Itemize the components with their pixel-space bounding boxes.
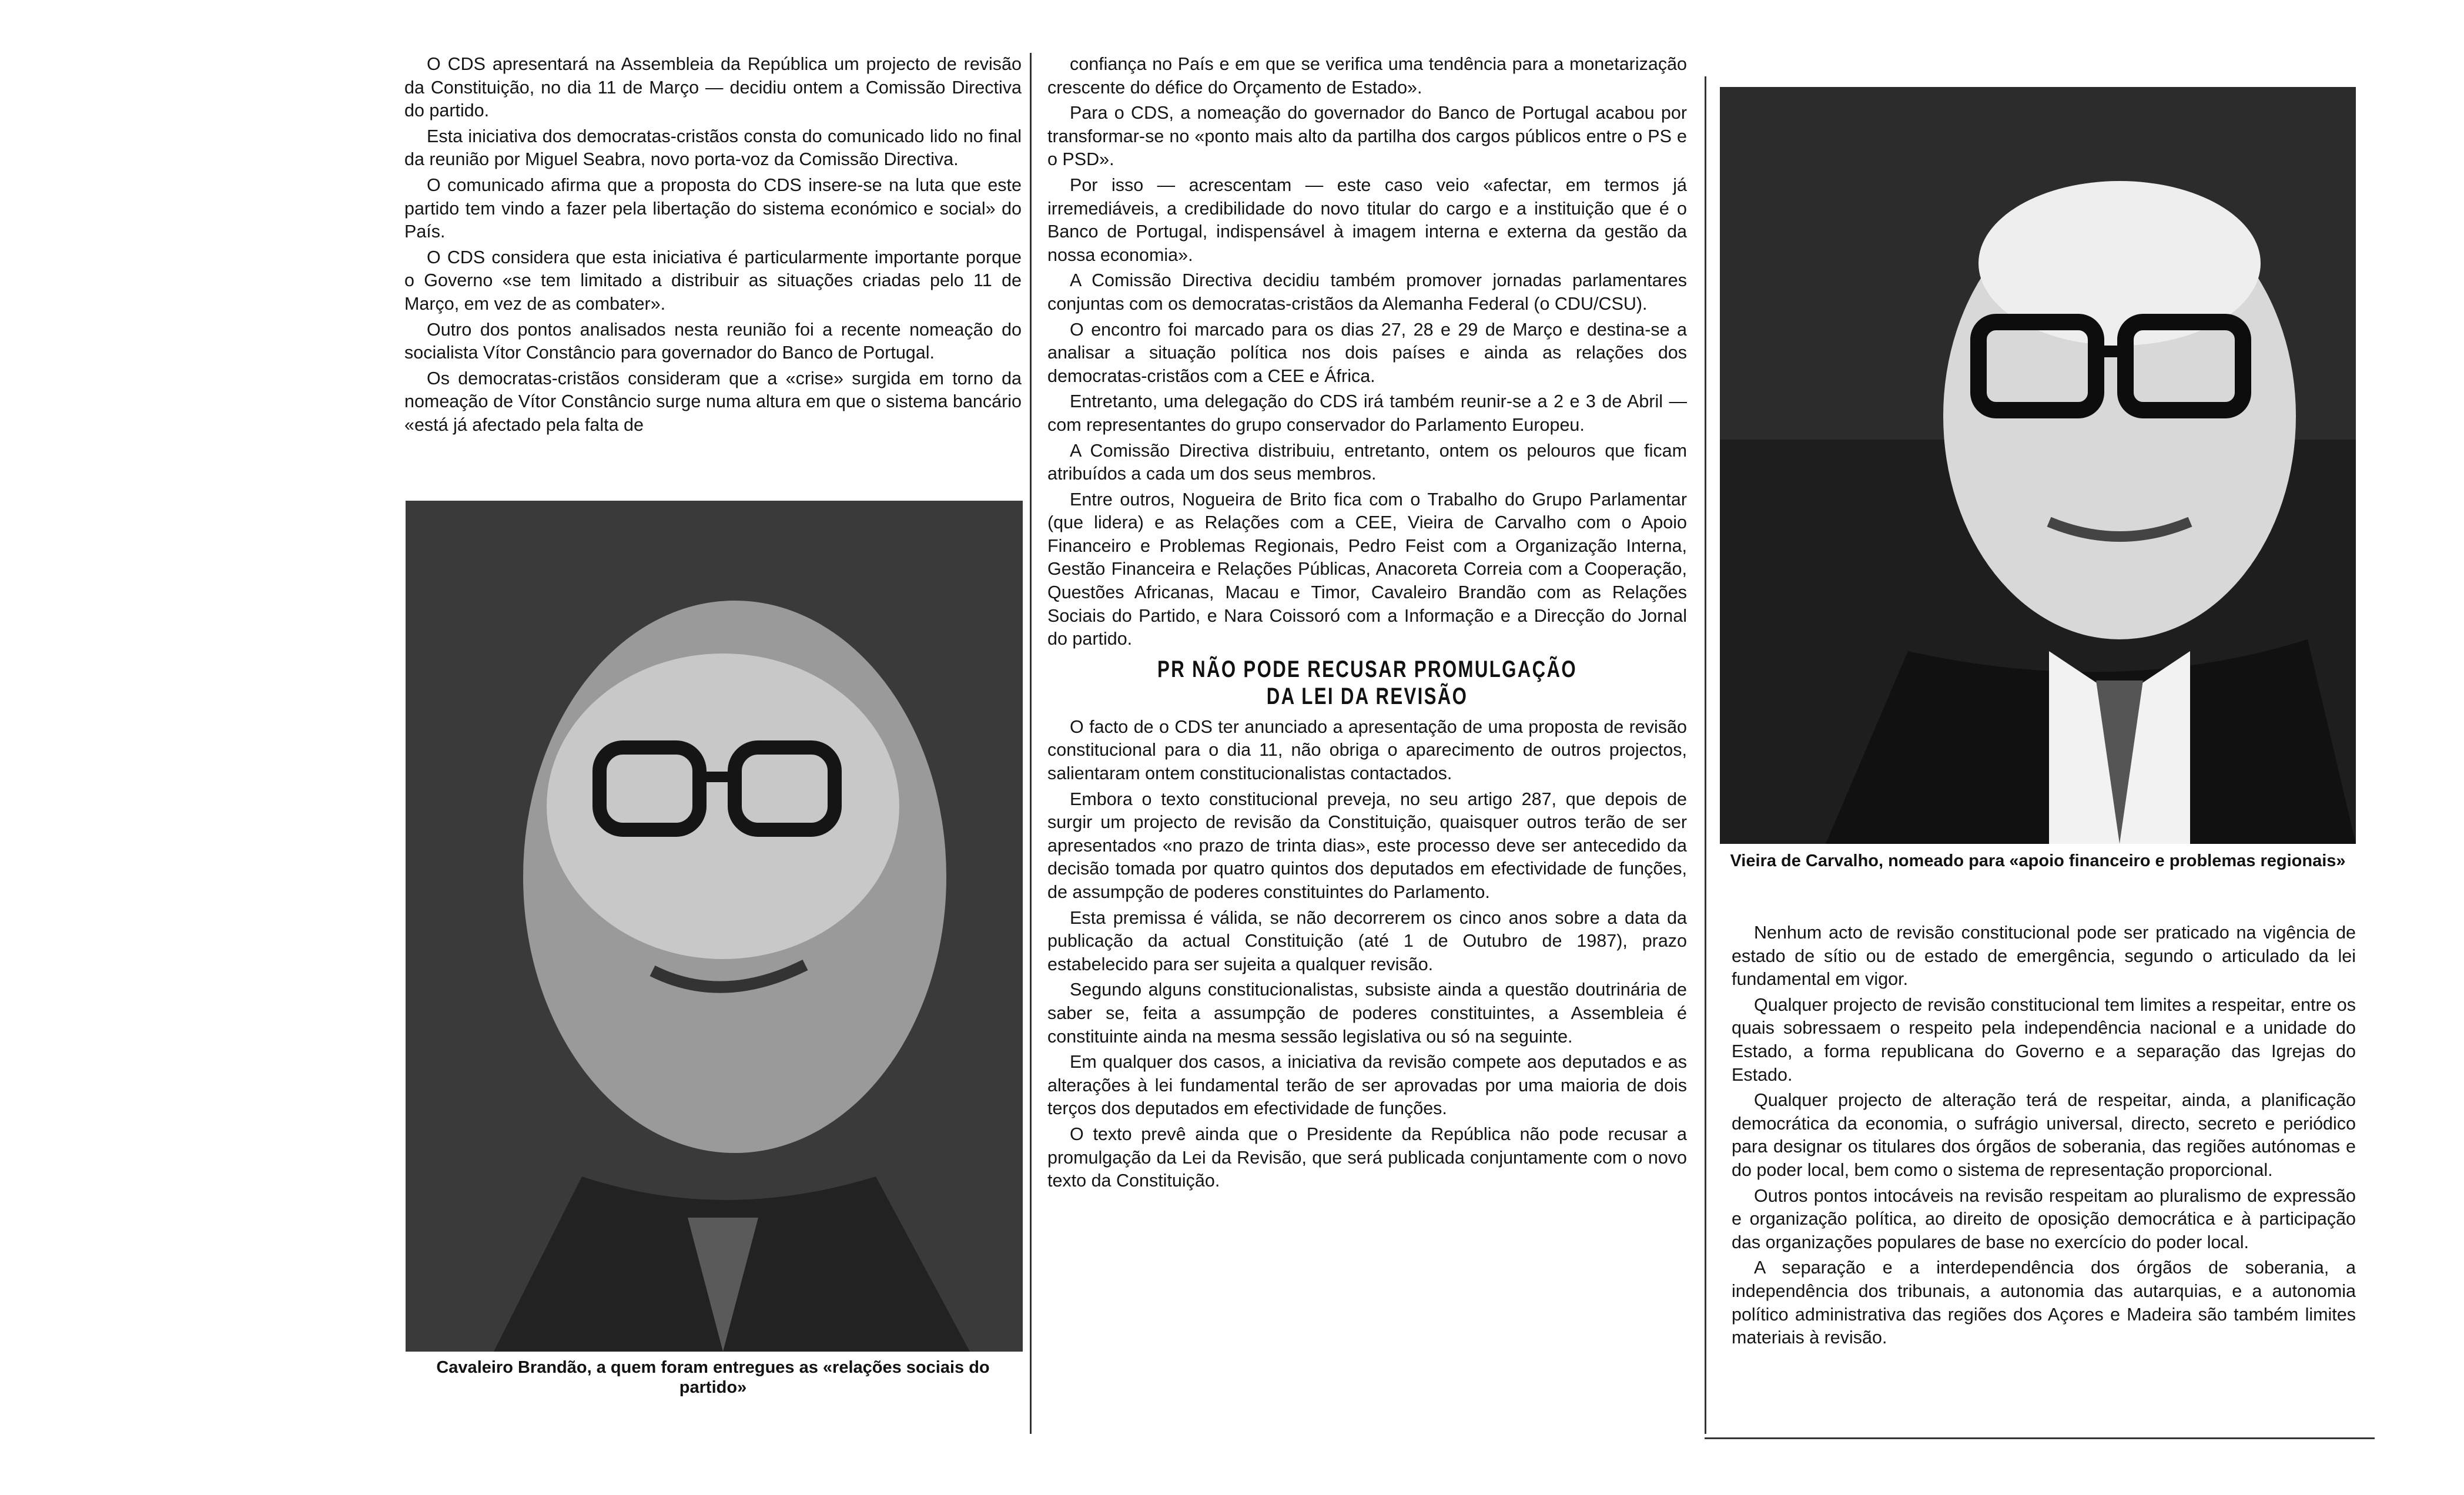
paragraph: Embora o texto constitucional preveja, no seu artigo 287, que depois de surgir um projecto de revisão da Constituição, quaisquer outros terão de ser apresentados «no prazo de trinta dias», este processo deve ser antecedido da decisão tomada por quatro quintos dos deputados em efectividade de funções, de assumpção de poderes constituintes do Parlamento. [1047,789,1687,902]
photo-caption-right: Vieira de Carvalho, nomeado para «apoio financeiro e problemas regionais» [1730,852,2346,870]
paragraph: Esta premissa é válida, se não decorrerem os cinco anos sobre a data da publicação da actual Constituição (até 1 de Outubro de 1987), prazo estabelecido para ser sujeita a qualquer revisão. [1047,907,1687,974]
paragraph: A separação e a interdependência dos órgãos de soberania, a independência dos tribunais, a autonomia das autarquias, e a autonomia político administrativa das regiões dos Açores e Madeira são também limites materiais à revisão. [1732,1258,2356,1348]
paragraph: Qualquer projecto de alteração terá de respeitar, ainda, a planificação democrática da economia, o sufrágio universal, directo, secreto e periódico para designar os titulares dos órgãos de soberania, das regiões autónomas e do poder local, bem como o sistema de representação proporcional. [1732,1090,2356,1180]
photo-vieira-de-carvalho [1720,87,2356,844]
portrait-image [406,501,1023,1352]
headline-line: PR NÃO PODE RECUSAR PROMULGAÇÃO [1157,656,1577,682]
paragraph: O comunicado afirma que a proposta do CDS insere-se na luta que este partido tem vindo a fazer pela libertação do sistema económico e social» do País. [404,175,1022,242]
paragraph: A Comissão Directiva distribuiu, entretanto, ontem os pelouros que ficam atribuídos a cada um dos seus membros. [1047,440,1687,484]
section-headline [1118,656,1617,710]
photo-caption-left: Cavaleiro Brandão, a quem foram entregues as «relações sociais do partido» [436,1358,990,1397]
paragraph: Para o CDS, a nomeação do governador do Banco de Portugal acabou por transformar-se no «ponto mais alto da partilha dos cargos públicos entre o PS e o PSD». [1047,103,1687,170]
paragraph: O encontro foi marcado para os dias 27, 28 e 29 de Março e destina-se a analisar a situação política nos dois países e ainda as relações dos democratas-cristãos com a CEE e África. [1047,319,1687,386]
paragraph: Outros pontos intocáveis na revisão respeitam ao pluralismo de expressão e organização política, ao direito de oposição democrática e à participação das organizações populares de base no exercício do poder local. [1732,1185,2356,1252]
article-column-2 [1047,53,1687,1195]
column-divider [1705,76,1706,1434]
paragraph: Por isso — acrescentam — este caso veio «afectar, em termos já irremediáveis, a credibilidade do novo titular do cargo e a instituição que é o Banco de Portugal, indispensável à imagem interna e externa da gestão da nossa economia». [1047,175,1687,265]
paragraph: Os democratas-cristãos consideram que a «crise» surgida em torno da nomeação de Vítor Constâncio surge numa altura em que o sistema bancário «está já afectado pela falta de [404,368,1022,435]
paragraph: Em qualquer dos casos, a iniciativa da revisão compete aos deputados e as alterações à lei fundamental terão de ser aprovadas por uma maioria de dois terços dos deputados em efectividade de funções. [1047,1052,1687,1119]
paragraph: A Comissão Directiva decidiu também promover jornadas parlamentares conjuntas com os democratas-cristãos da Alemanha Federal (o CDU/CSU). [1047,270,1687,314]
paragraph: Qualquer projecto de revisão constitucional tem limites a respeitar, entre os quais sobressaem o respeito pela independência nacional e a unidade do Estado, a forma republicana do Governo e a separação das Igrejas do Estado. [1732,994,2356,1085]
paragraph: Outro dos pontos analisados nesta reunião foi a recente nomeação do socialista Vítor Constâncio para governador do Banco de Portugal. [404,319,1022,363]
paragraph: O CDS considera que esta iniciativa é particularmente importante porque o Governo «se tem limitado a distribuir as situações criadas pelo 11 de Março, em vez de as combater». [404,247,1022,314]
paragraph: Esta iniciativa dos democratas-cristãos consta do comunicado lido no final da reunião por Miguel Seabra, novo porta-voz da Comissão Directiva. [404,126,1022,170]
column-divider [1030,53,1032,1434]
paragraph: Nenhum acto de revisão constitucional pode ser praticado na vigência de estado de sítio ou de estado de emergência, segundo o articulado da lei fundamental em vigor. [1732,923,2356,990]
paragraph: O texto prevê ainda que o Presidente da República não pode recusar a promulgação da Lei da Revisão, que será publicada conjuntamente com o novo texto da Constituição. [1047,1124,1687,1191]
article-column-1 [404,53,1022,440]
paragraph: O CDS apresentará na Assembleia da República um projecto de revisão da Constituição, no dia 11 de Março — decidiu ontem a Comissão Directiva do partido. [404,54,1022,121]
article-column-3 [1732,921,2356,1352]
paragraph: Entretanto, uma delegação do CDS irá também reunir-se a 2 e 3 de Abril — com representantes do grupo conservador do Parlamento Europeu. [1047,391,1687,435]
portrait-image [1720,87,2356,844]
paragraph: O facto de o CDS ter anunciado a apresentação de uma proposta de revisão constitucional para o dia 11, não obriga o aparecimento de outros projectos, salientaram ontem constitucionalistas contactados. [1047,716,1687,784]
photo-cavaleiro-brandao [406,501,1023,1352]
bottom-rule [1705,1437,2375,1439]
paragraph: Segundo alguns constitucionalistas, subsiste ainda a questão doutrinária de saber se, feita a assumpção de poderes constituintes, a Assembleia é constituinte ainda na mesma sessão legislativa ou só na seguinte. [1047,980,1687,1047]
headline-line: DA LEI DA REVISÃO [1266,683,1468,709]
paragraph: confiança no País e em que se verifica uma tendência para a monetarização crescente do défice do Orçamento de Estado». [1047,54,1687,98]
paragraph: Entre outros, Nogueira de Brito fica com o Trabalho do Grupo Parlamentar (que lidera) e as Relações com a CEE, Vieira de Carvalho com o Apoio Financeiro e Problemas Regionais, Pedro Feist com a Organização Interna, Gestão Financeira e Relações Públicas, Anacoreta Correia com a Cooperação, Questões Africanas, Macau e Timor, Cavaleiro Brandão com as Relações Sociais do Partido, e Nara Coissoró com a Informação e a Direcção do Jornal do partido. [1047,489,1687,649]
